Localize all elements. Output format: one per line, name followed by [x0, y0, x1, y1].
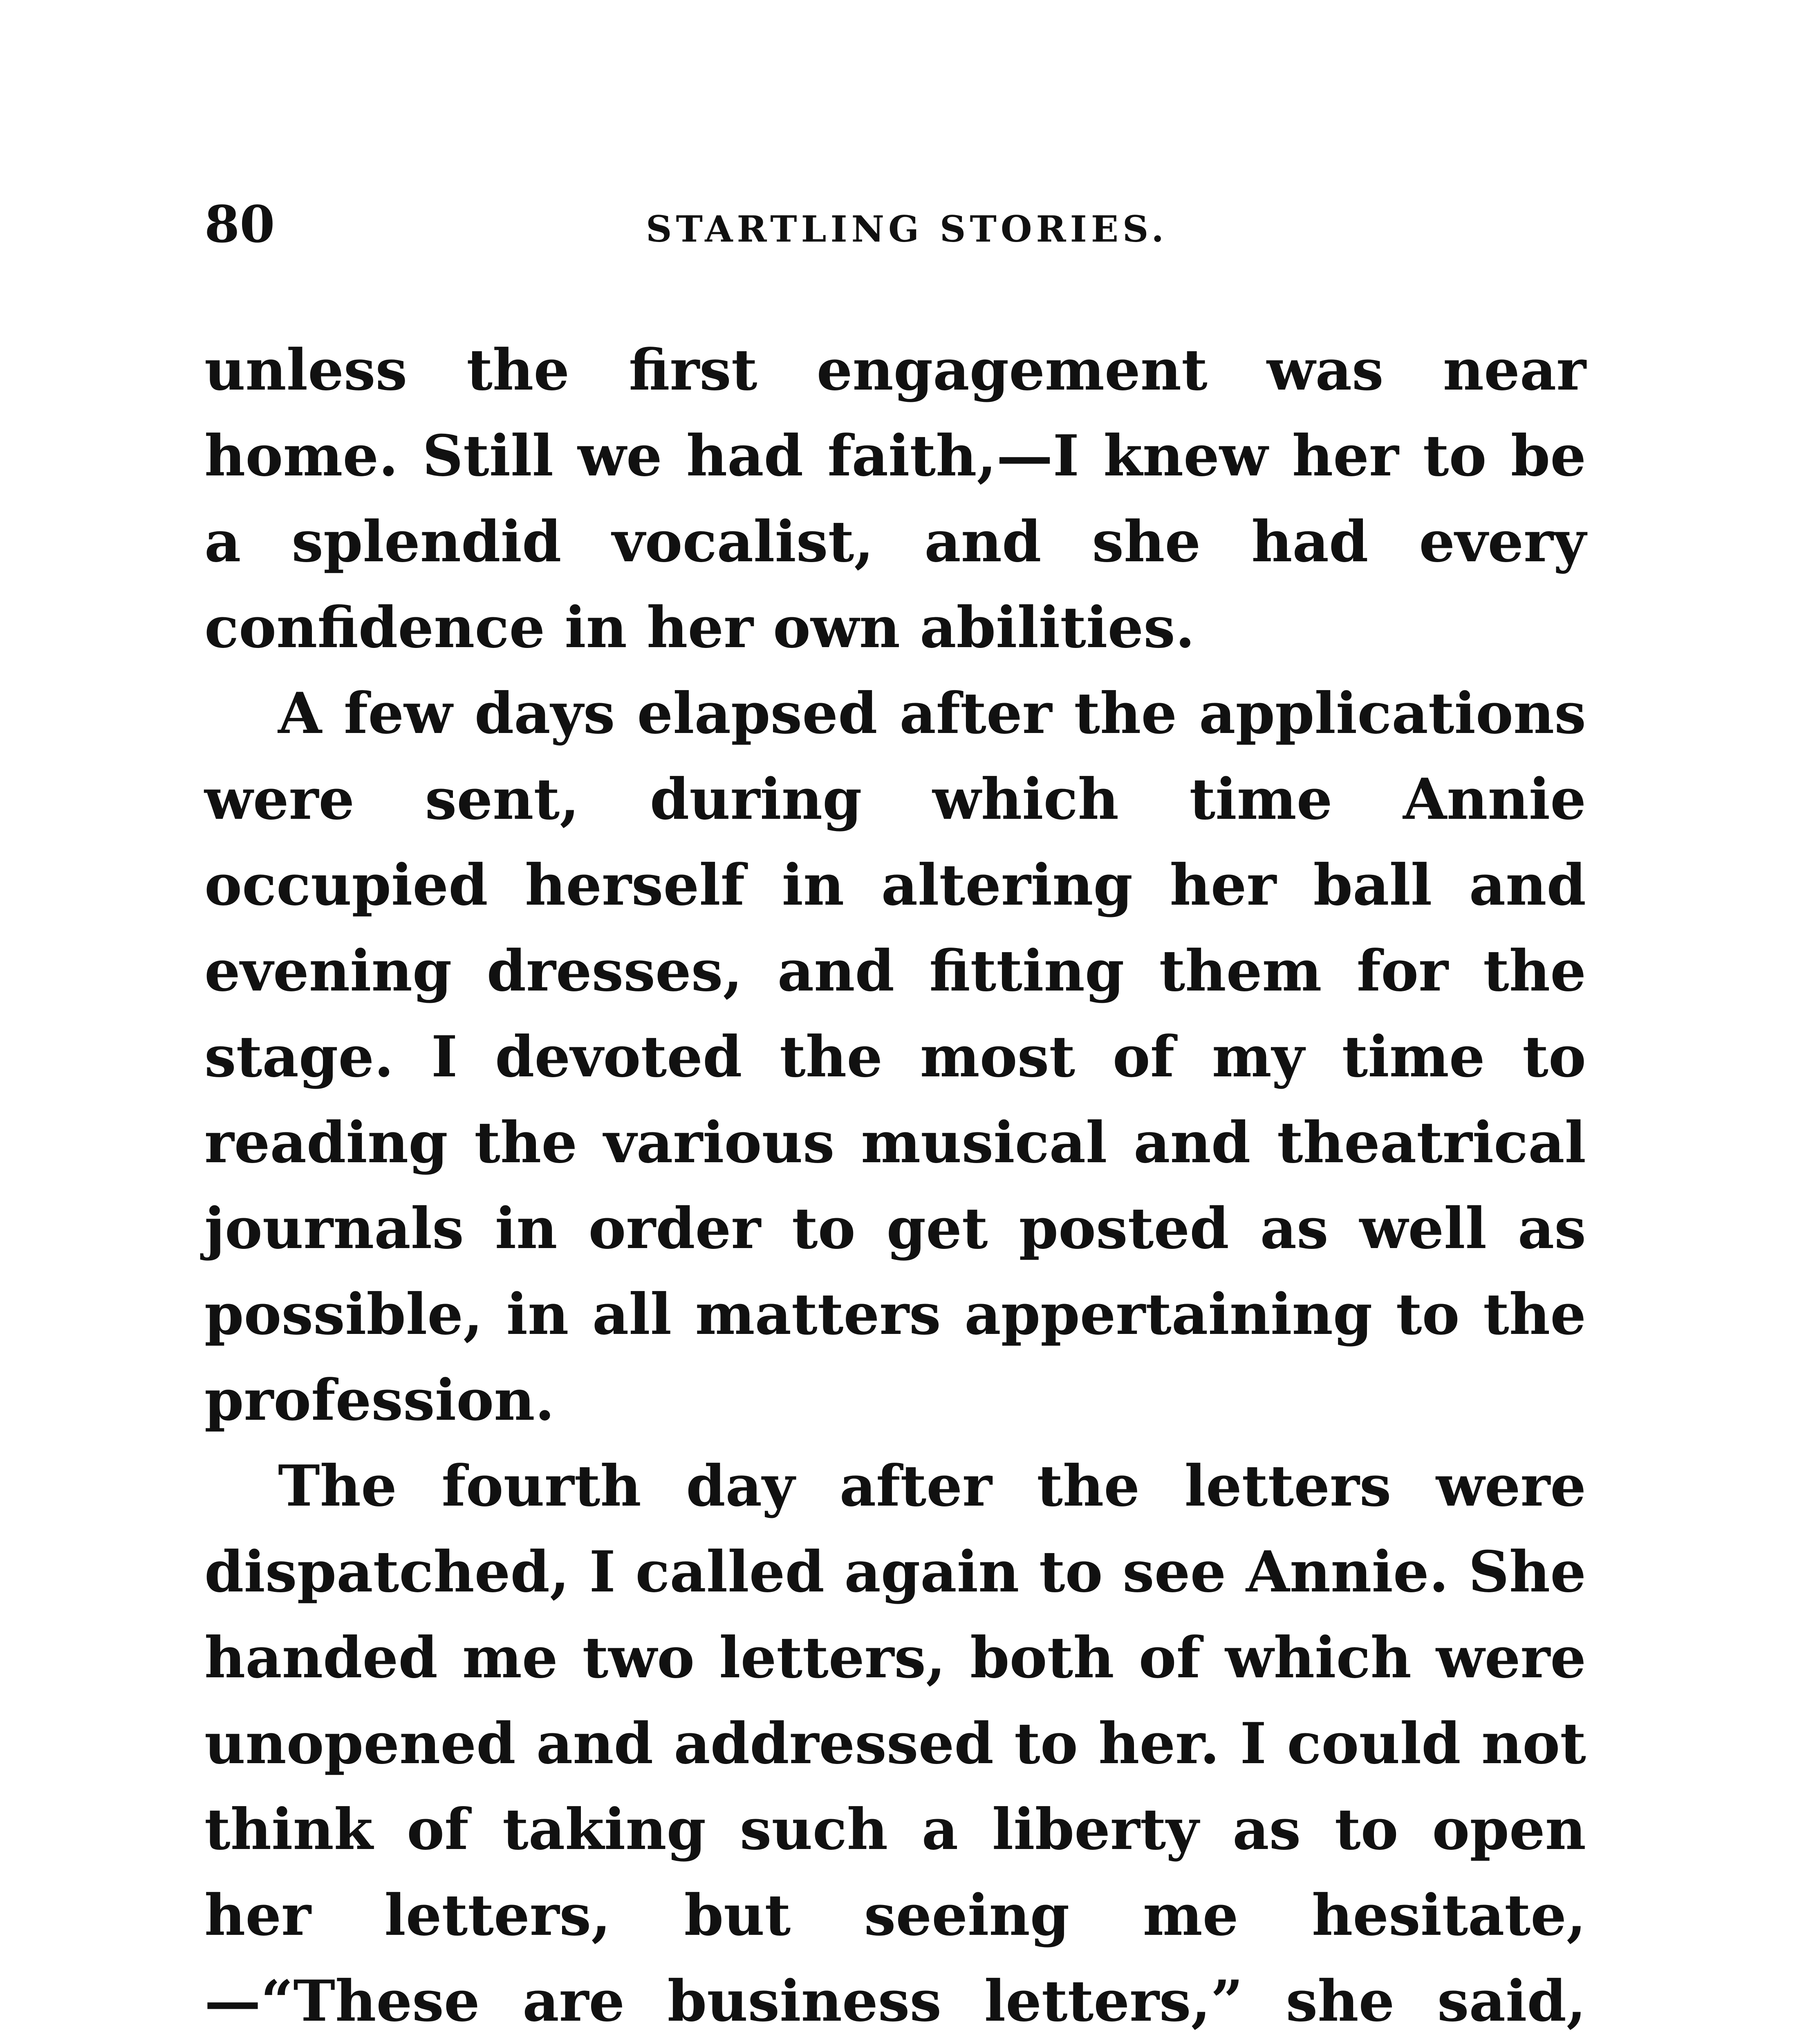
- paragraph-1: unless the first engagement was near home. Still we had faith,—I knew her to be a splendid vocalist, and she had every confidence in her own abilities.: [204, 336, 1586, 661]
- paragraph-2: A few days elapsed after the applications were sent, during which time Annie occupied herself in altering her ball and evening dresses, and fitting them for the stage. I devoted the most of my time to reading the various musical and theatrical journals in order to get posted as well as possible, in all matters appertaining to the profession.: [204, 680, 1586, 1433]
- page-number: 80: [204, 195, 275, 254]
- running-title: STARTLING STORIES.: [646, 208, 1168, 250]
- body-text: [204, 327, 1586, 2044]
- paragraph-3: The fourth day after the letters were dispatched, I called again to see Annie. She handed me two letters, both of which were unopened and addressed to her. I could not think of taking such a liberty as to open her letters, but seeing me hesitate,—“These are business letters,” she said,: [204, 1452, 1586, 2034]
- page-header: [204, 192, 1611, 258]
